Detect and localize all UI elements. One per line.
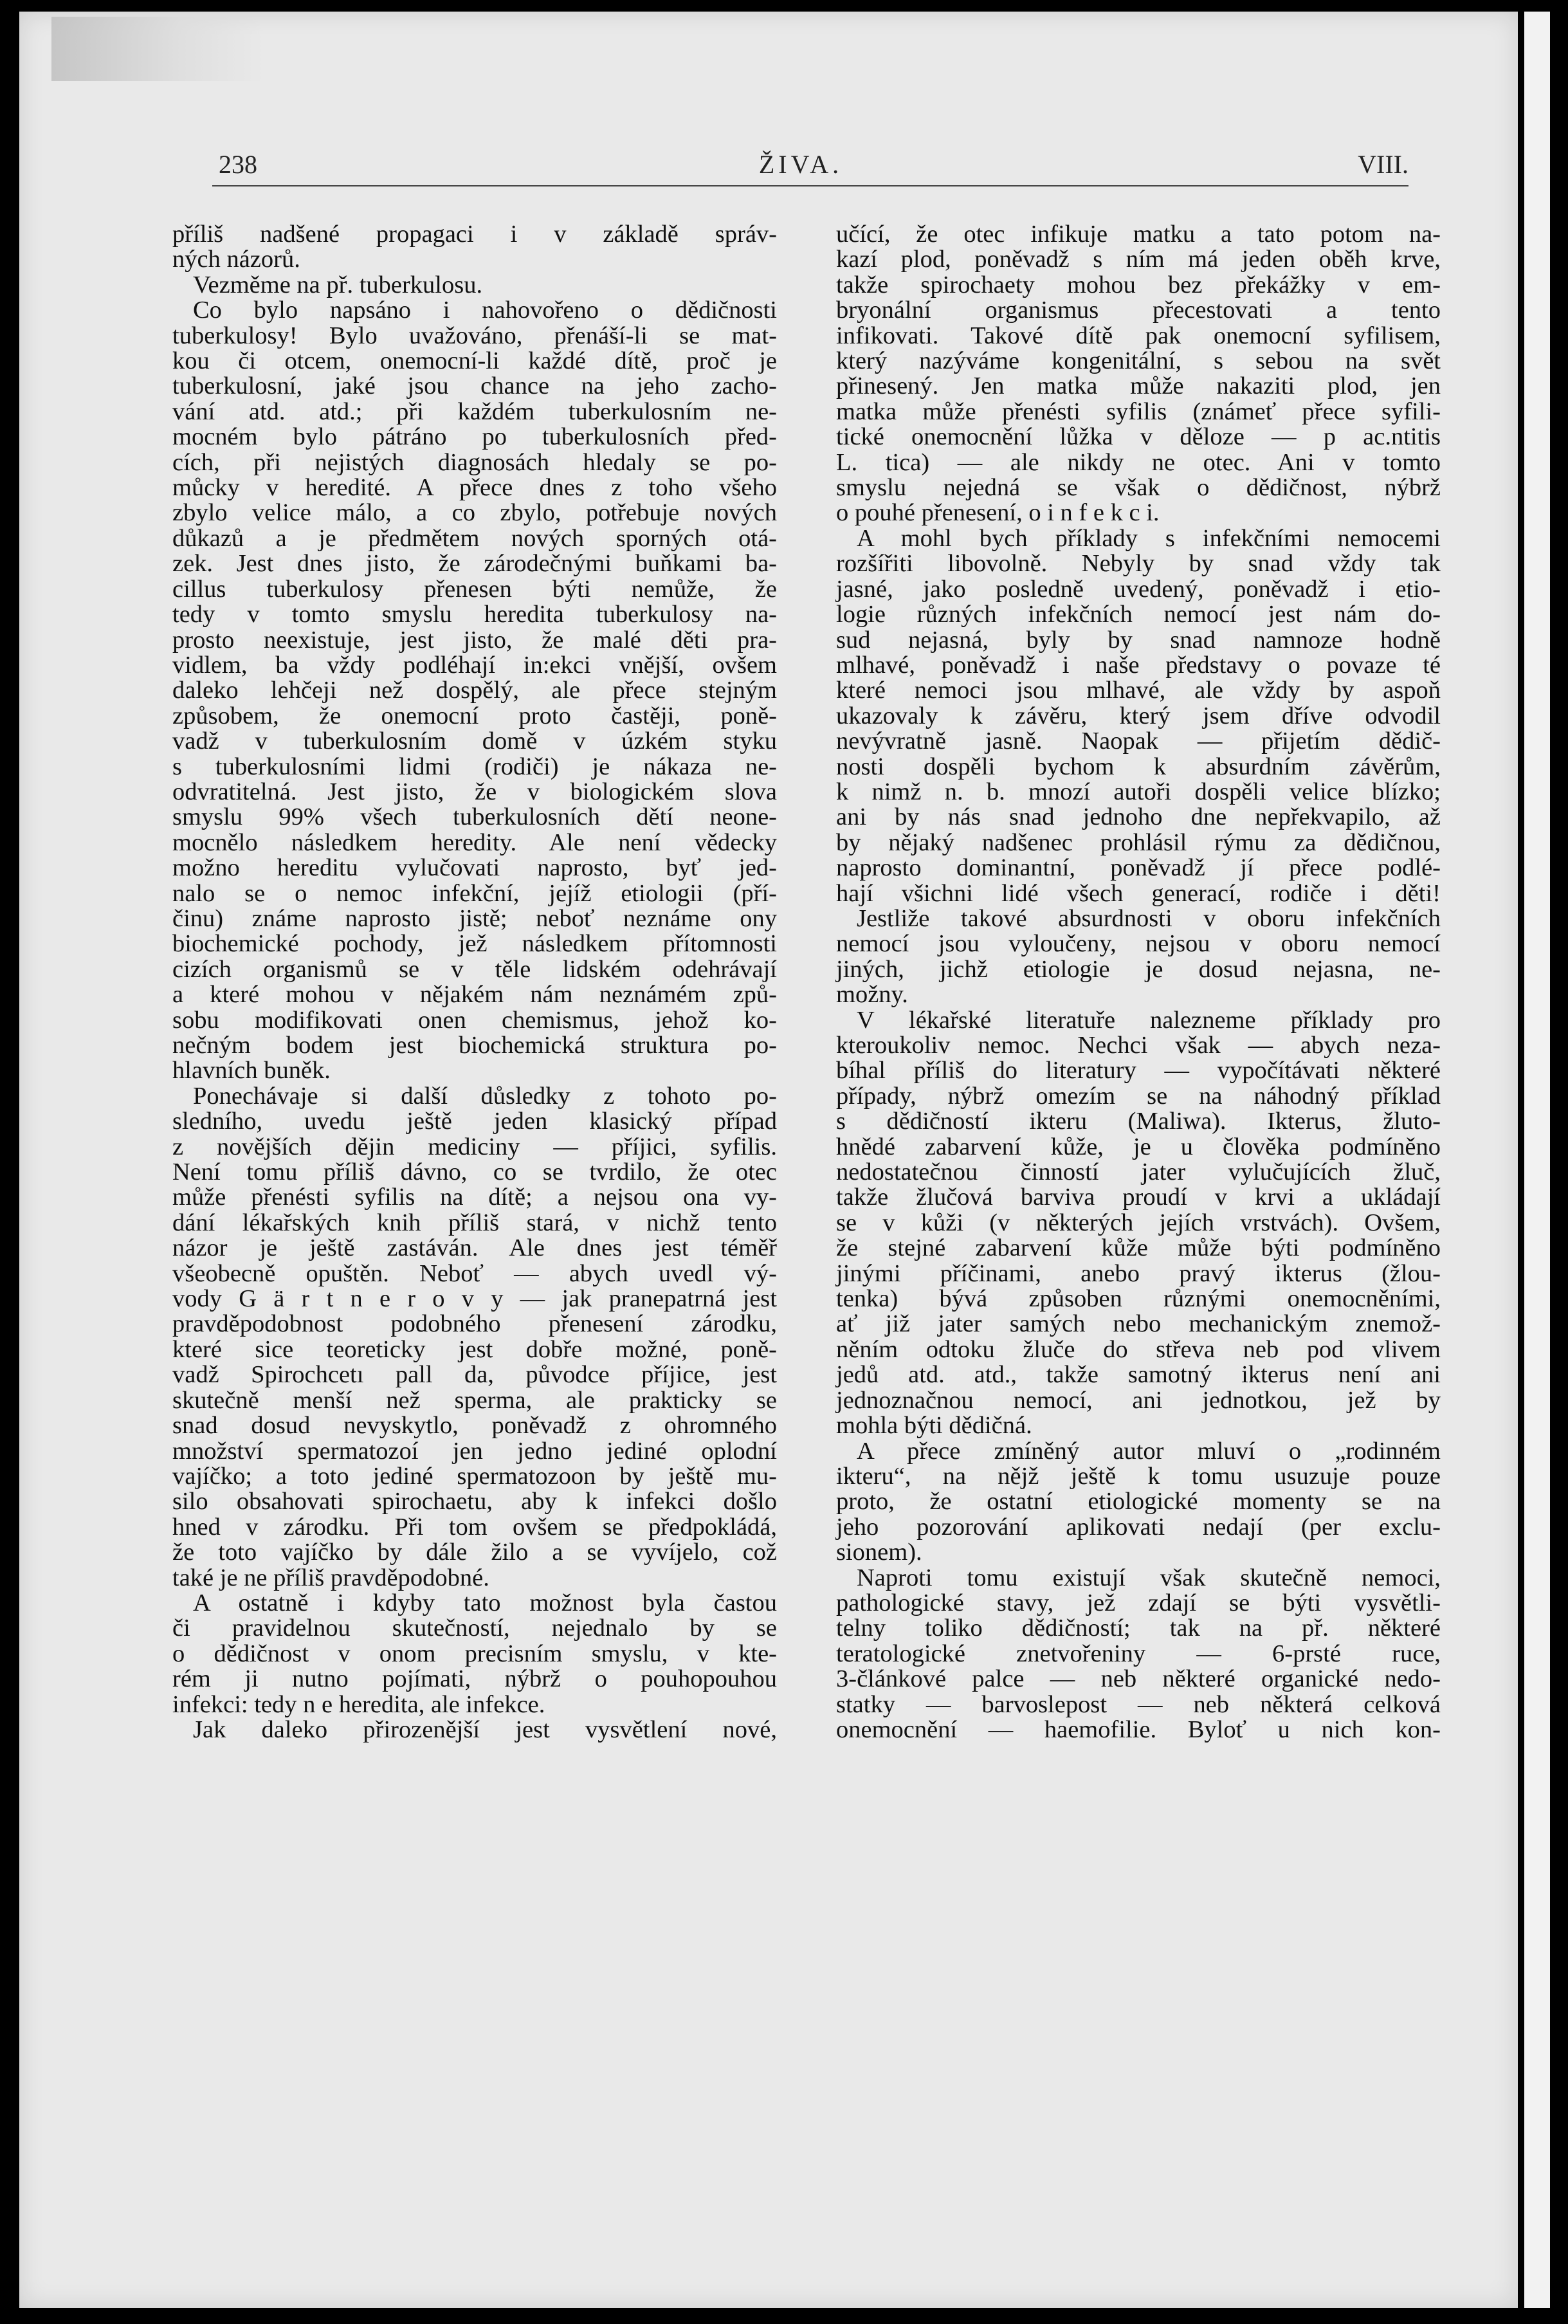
text-line: sud nejasná, byly by snad namnoze hodně (836, 626, 1441, 654)
text-line: o pouhé přenesení, o i n f e k c i. (836, 499, 1160, 527)
text-line: že stejné zabarvení kůže může býti podmíněno (836, 1234, 1441, 1262)
text-line: můcky v heredité. A přece dnes z toho všeho (172, 474, 777, 502)
text-line: nosti dospěli bychom k absurdním závěrům, (836, 753, 1441, 780)
text-line: nevývratně jasně. Naopak — přijetím dědič- (836, 727, 1441, 755)
text-line: L. tica) — ale nikdy ne otec. Ani v tomto (836, 448, 1441, 476)
text-line: mocném bylo pátráno po tuberkulosních před- (172, 423, 777, 451)
text-line: příliš nadšené propagaci i v základě správ- (172, 221, 777, 248)
text-line: naprosto dominantní, poněvadž jí přece podlé- (836, 854, 1441, 882)
text-line: telny toliko dědičností; tak na př. některé (836, 1615, 1441, 1642)
text-line: jeho pozorování aplikovati nedají (per exclu- (836, 1513, 1441, 1541)
text-line: ani by nás snad jednoho dne nepřekvapilo, až (836, 803, 1441, 831)
text-line: možny. (836, 981, 908, 1009)
text-line: jinými příčinami, anebo pravý ikterus (žlou- (836, 1259, 1441, 1287)
text-line: dání lékařských knih příliš stará, v nichž tento (172, 1209, 777, 1236)
text-line: mohla býti dědičná. (836, 1412, 1032, 1440)
text-line: vání atd. atd.; při každém tuberkulosním ne- (172, 398, 777, 425)
text-line: jiných, jichž etiologie je dosud nejasna, ne- (836, 955, 1441, 983)
text-line: Jak daleko přirozenější jest vysvětlení nové, (193, 1716, 777, 1743)
right-column (836, 222, 1441, 2042)
text-line: nečným bodem jest biochemická struktura po- (172, 1032, 777, 1059)
text-line: cillus tuberkulosy přenesen býti nemůže, že (172, 575, 777, 603)
text-line: či pravidelnou skutečností, nejednalo by se (172, 1615, 777, 1642)
text-line: ných názorů. (172, 246, 300, 273)
text-line: A přece zmíněný autor mluví o „rodinném (857, 1437, 1441, 1465)
text-line: který nazýváme kongenitální, s sebou na svět (836, 347, 1441, 375)
text-line: množství spermatozoí jen jedno jediné oplodní (172, 1437, 777, 1465)
volume-number: VIII. (1358, 150, 1408, 179)
text-line: zek. Jest dnes jisto, že zárodečnými buňkami ba- (172, 550, 777, 578)
text-line: o dědičnost v onom precisním smyslu, v kte- (172, 1640, 777, 1667)
text-line: může přenésti syfilis na dítě; a nejsou ona vy- (172, 1184, 777, 1211)
text-line: bíhal příliš do literatury — vypočítávati některé (836, 1057, 1441, 1084)
text-line: pravděpodobnost podobného přenesení zárodku, (172, 1310, 777, 1338)
text-line: tedy v tomto smyslu heredita tuberkulosy na- (172, 601, 777, 628)
text-line: zbylo velice málo, a co zbylo, potřebuje nových (172, 499, 777, 527)
text-line: Ponechávaje si další důsledky z tohoto po- (193, 1082, 777, 1110)
text-line: že toto vajíčko by dále žilo a se vyvíjelo, což (172, 1539, 777, 1566)
text-line: 3-článkové palce — neb některé organické nedo- (836, 1665, 1441, 1693)
left-column (172, 222, 777, 2042)
running-header (193, 149, 1408, 188)
text-line: činu) známe naprosto jistě; neboť neznáme ony (172, 904, 777, 932)
text-line: sledního, uvedu ještě jeden klasický případ (172, 1108, 777, 1135)
text-line: jednoznačnou nemocí, ani jednotkou, jež by (836, 1386, 1441, 1414)
text-line: a které mohou v nějakém nám neznámém způ- (172, 981, 777, 1009)
text-line: A ostatně i kdyby tato možnost byla častou (193, 1589, 777, 1616)
text-line: se v kůži (v některých jejích vrstvách). Ovšem, (836, 1209, 1441, 1236)
text-line: skutečně menší než sperma, ale prakticky se (172, 1386, 777, 1414)
text-line: smyslu nejedná se však o dědičnost, nýbrž (836, 474, 1441, 502)
text-line: daleko lehčeji než dospělý, ale přece stejným (172, 677, 777, 704)
scan-corner-mark (51, 17, 264, 81)
text-line: učící, že otec infikuje matku a tato potom na- (836, 221, 1441, 248)
text-line: silo obsahovati spirochaetu, aby k infekci došlo (172, 1488, 777, 1515)
text-line: cizích organismů se v těle lidském odehrávají (172, 955, 777, 983)
text-line: které sice teoreticky jest dobře možné, poně- (172, 1335, 777, 1363)
page-edge (1524, 12, 1550, 2308)
text-line: hned v zárodku. Při tom ovšem se předpokládá, (172, 1513, 777, 1541)
text-line: rém ji nutno pojímati, nýbrž o pouhopouhou (172, 1665, 777, 1693)
text-line: logie různých infekčních nemocí jest nám do- (836, 601, 1441, 628)
header-rule (212, 185, 1408, 188)
text-line: matka může přenésti syfilis (známeť přece syfili- (836, 398, 1441, 425)
text-line: statky — barvoslepost — neb některá celková (836, 1690, 1441, 1718)
text-line: Naproti tomu existují však skutečně nemoci, (857, 1564, 1441, 1591)
text-line: snad dosud nevyskytlo, poněvadž z ohromného (172, 1412, 777, 1440)
text-line: tuberkulosní, jaké jsou chance na jeho zacho- (172, 372, 777, 400)
text-line: jasné, jako posledně uvedený, poněvadž i etio- (836, 575, 1441, 603)
page-number: 238 (219, 150, 257, 179)
text-line: ať již jater samých nebo mechanickým znemož- (836, 1310, 1441, 1338)
text-line: pathologické stavy, jež zdají se býti vysvětli- (836, 1589, 1441, 1616)
text-line: vajíčko; a toto jediné spermatozoon by ještě mu- (172, 1462, 777, 1490)
text-line: hají všichni lidé všech generací, rodiče i děti! (836, 879, 1441, 907)
text-line: ikteru“, na nějž ještě k tomu usuzuje pouze (836, 1462, 1441, 1490)
text-line: způsobem, že onemocní proto častěji, poně- (172, 702, 777, 729)
text-line: k nimž n. b. mnozí autoři dospěli velice blízko; (836, 778, 1441, 805)
text-line: rozšířiti libovolně. Nebyly by snad vždy tak (836, 550, 1441, 578)
text-line: vadž v tuberkulosním domě v úzkém styku (172, 727, 777, 755)
text-line: z novějších dějin mediciny — příjici, syfilis. (172, 1133, 777, 1160)
text-line: nalo se o nemoc infekční, jejíž etiologii (pří- (172, 879, 777, 907)
text-line: nemocí jsou vyloučeny, nejsou v oboru nemocí (836, 930, 1441, 958)
text-line: proto, že ostatní etiologické momenty se na (836, 1488, 1441, 1515)
text-line: tické onemocnění lůžka v děloze — p ac.ntitis (836, 423, 1441, 451)
text-line: přinesený. Jen matka může nakaziti plod, jen (836, 372, 1441, 400)
text-line: vadž Spirochcetı pall da, původce příjice, jest (172, 1361, 777, 1389)
text-line: hlavních buněk. (172, 1057, 331, 1084)
text-line: prosto neexistuje, jest jisto, že malé děti pra- (172, 626, 777, 654)
text-line: cích, při nejistých diagnosách hledaly se po- (172, 448, 777, 476)
text-line: infekci: tedy n e heredita, ale infekce. (172, 1690, 545, 1718)
text-line: Jestliže takové absurdnosti v oboru infekčních (857, 904, 1441, 932)
text-line: tenka) bývá způsoben různými onemocněními, (836, 1285, 1441, 1313)
text-line: kazí plod, poněvadž s ním má jeden oběh krve, (836, 246, 1441, 273)
text-line: Není tomu příliš dávno, co se tvrdilo, že otec (172, 1158, 777, 1186)
text-line: Vezměme na př. tuberkulosu. (193, 271, 483, 298)
text-line: sionem). (836, 1539, 922, 1566)
text-line: takže spirochaety mohou bez překážky v em- (836, 271, 1441, 298)
text-line: onemocnění — haemofilie. Byloť u nich kon- (836, 1716, 1441, 1743)
text-line: nedostatečnou činností jater vylučujících žluč, (836, 1158, 1441, 1186)
text-line: s dědičností ikteru (Maliwa). Ikterus, žluto- (836, 1108, 1441, 1135)
text-line: které nemoci jsou mlhavé, ale vždy by aspoň (836, 677, 1441, 704)
text-line: tuberkulosy! Bylo uvažováno, přenáší-li se mat- (172, 322, 777, 349)
text-line: vidlem, ba vždy podléhají in:ekci vnější, ovšem (172, 651, 777, 679)
text-line: s tuberkulosními lidmi (rodiči) je nákaza ne- (172, 753, 777, 780)
text-line: infikovati. Takové dítě pak onemocní syfilisem, (836, 322, 1441, 349)
text-line: sobu modifikovati onen chemismus, jehož ko- (172, 1006, 777, 1034)
text-line: všeobecně opuštěn. Neboť — abych uvedl vý- (172, 1259, 777, 1287)
text-line: bryonální organismus přecestovati a tento (836, 297, 1441, 324)
text-line: případy, nýbrž omezím se na náhodný příklad (836, 1082, 1441, 1110)
text-line: teratologické znetvořeniny — 6-prsté ruce, (836, 1640, 1441, 1667)
text-line: vody G ä r t n e r o v y — jak pranepatrná jest (172, 1285, 777, 1313)
text-line: biochemické pochody, jež následkem přítomnosti (172, 930, 777, 958)
text-line: mlhavé, poněvadž i naše představy o povaze té (836, 651, 1441, 679)
text-line: by nějaký nadšenec prohlásil rýmu za dědičnou, (836, 828, 1441, 856)
text-line: takže žlučová barviva proudí v krvi a ukládají (836, 1184, 1441, 1211)
text-line: hnědé zabarvení kůže, je u člověka podmíněno (836, 1133, 1441, 1160)
text-line: také je ne příliš pravděpodobné. (172, 1564, 489, 1591)
text-line: jedů atd. atd., takže samotný ikterus není ani (836, 1361, 1441, 1389)
journal-title: ŽIVA. (758, 150, 843, 179)
text-line: A mohl bych příklady s infekčními nemocemi (857, 524, 1441, 552)
text-line: ukazovaly k závěru, který jsem dříve odvodil (836, 702, 1441, 729)
text-line: něním odtoku žluče do střeva neb pod vlivem (836, 1335, 1441, 1363)
text-line: kteroukoliv nemoc. Nechci však — abych neza- (836, 1032, 1441, 1059)
text-line: smyslu 99% všech tuberkulosních dětí neone- (172, 803, 777, 831)
text-line: mocnělo následkem heredity. Ale není vědecky (172, 828, 777, 856)
text-line: důkazů a je předmětem nových sporných otá- (172, 524, 777, 552)
text-line: kou či otcem, onemocní-li každé dítě, proč je (172, 347, 777, 375)
text-line: odvratitelná. Jest jisto, že v biologickém slova (172, 778, 777, 805)
text-line: V lékařské literatuře nalezneme příklady pro (857, 1006, 1441, 1034)
text-line: možno hereditu vylučovati naprosto, byť jed- (172, 854, 777, 882)
text-line: Co bylo napsáno i nahovořeno o dědičnosti (193, 297, 777, 324)
text-line: názor je ještě zastáván. Ale dnes jest téměř (172, 1234, 777, 1262)
